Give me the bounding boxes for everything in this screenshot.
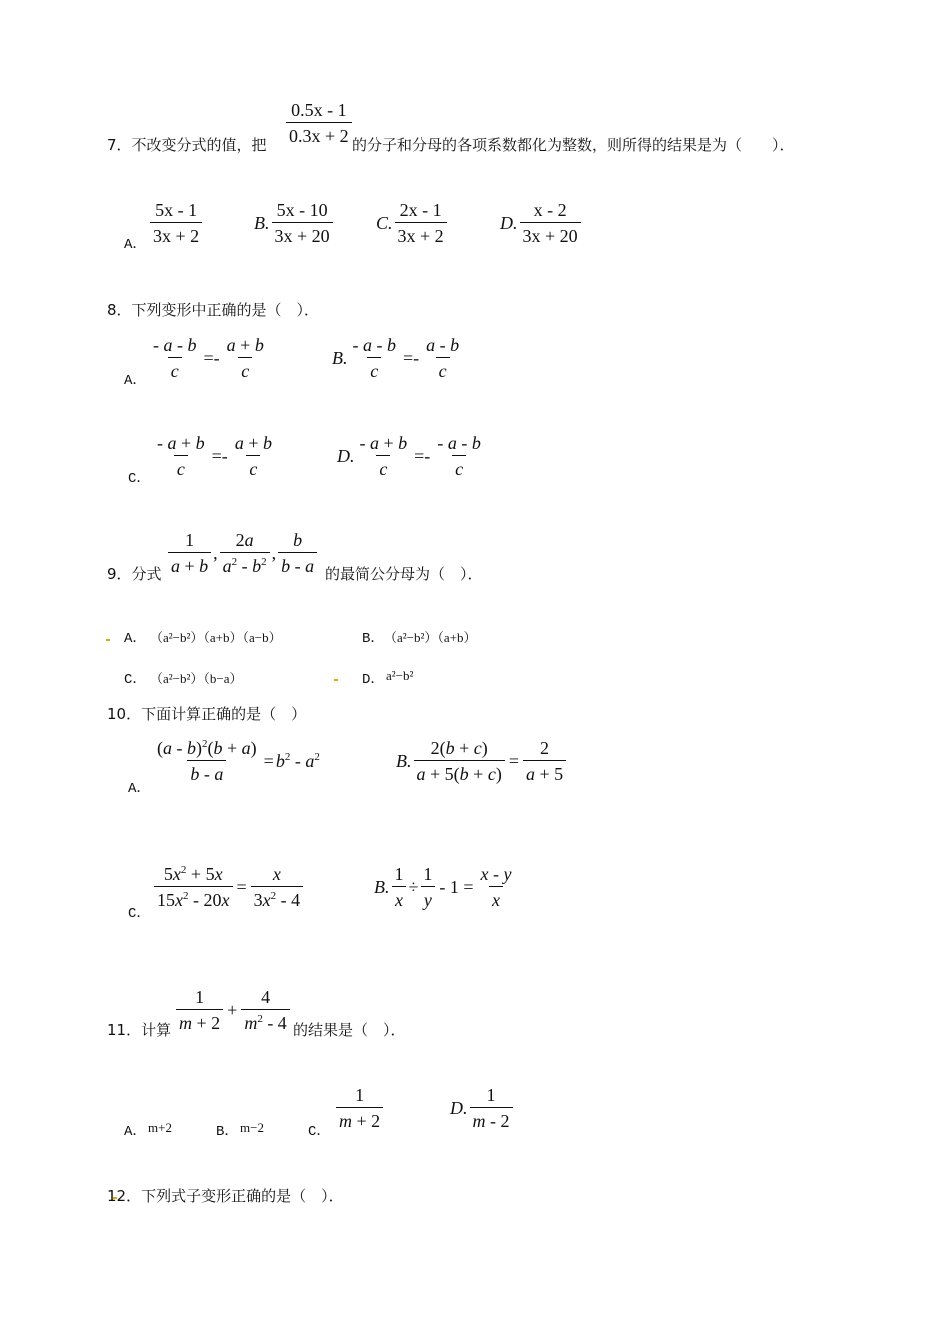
question-9 bbox=[0, 520, 950, 700]
question-12 bbox=[0, 1170, 950, 1230]
q11-stem-prefix: 11．计算 bbox=[107, 1021, 172, 1039]
q10-stem: 10．下面计算正确的是（ ） bbox=[107, 705, 307, 723]
q10-option-c: $\frac{5x^2 + 5x}{15x^2 - 20x}$ = $\frac{x}{3x^2 - 4}$ bbox=[152, 865, 305, 909]
q11-option-c: $\frac{1}{m + 2}$ bbox=[334, 1086, 385, 1130]
question-8 bbox=[0, 260, 950, 500]
q10-option-a-label: A． bbox=[128, 781, 151, 797]
q7-stem-prefix: 7．不改变分式的值，把 bbox=[107, 136, 267, 154]
q10-option-b: B. $\frac{2(b + c)}{a + 5(b + c)}$ = $\frac{2}{a + 5}$ bbox=[396, 739, 568, 783]
question-11 bbox=[0, 980, 950, 1150]
q7-option-a: $\frac{5x - 1}{3x + 2}$ bbox=[148, 201, 204, 245]
q9-stem-suffix: 的最简公分母为（ ）． bbox=[325, 565, 483, 583]
q11-option-b-label: B． bbox=[216, 1124, 239, 1140]
q7-expression: $\frac{0.5x - 1}{0.3x + 2}$ bbox=[284, 101, 354, 145]
q11-option-c-label: C． bbox=[308, 1124, 331, 1140]
q11-option-b: m−2 bbox=[240, 1120, 264, 1135]
q10-option-a: $\frac{(a - b)^2(b + a)}{b - a}$ = $b^2 - a^2$ bbox=[157, 738, 320, 784]
q8-option-d: D. $\frac{- a + b}{c}$ =- $\frac{- a - b}{c}$ bbox=[337, 433, 481, 479]
q7-option-c: C. $\frac{2x - 1}{3x + 2}$ bbox=[376, 201, 449, 245]
q8-option-a-label: A． bbox=[124, 373, 147, 389]
q9-option-b: （a²−b²）（a+b） bbox=[384, 630, 477, 645]
q9-option-a: （a²−b²）（a+b）（a−b） bbox=[150, 630, 282, 645]
q9-option-d: a²−b² bbox=[386, 668, 414, 683]
q8-option-b: B. $\frac{- a - b}{c}$ =- $\frac{a - b}{c}$ bbox=[332, 335, 460, 381]
marker-dot bbox=[106, 639, 110, 641]
q10-option-b-second: B. $\frac{1}{x}$ ÷ $\frac{1}{y}$ - 1 = $\frac{x - y}{x}$ bbox=[374, 864, 512, 910]
q7-option-b: B. $\frac{5x - 10}{3x + 20}$ bbox=[254, 201, 335, 245]
q11-option-d: D. $\frac{1}{m - 2}$ bbox=[450, 1086, 515, 1130]
q7-stem-suffix: 的分子和分母的各项系数都化为整数，则所得的结果是为（ ）． bbox=[352, 136, 795, 154]
q7-option-a-label: A． bbox=[124, 237, 147, 253]
q9-option-c-label: C． bbox=[124, 672, 147, 688]
q9-option-b-label: B． bbox=[362, 631, 385, 647]
q8-option-c-label: C． bbox=[128, 471, 151, 487]
question-10 bbox=[0, 695, 950, 945]
marker-dot bbox=[334, 679, 338, 681]
q8-option-c: $\frac{- a + b}{c}$ =- $\frac{a + b}{c}$ bbox=[157, 433, 272, 479]
q9-option-d-label: D． bbox=[362, 672, 385, 688]
q11-option-a-label: A． bbox=[124, 1124, 147, 1140]
question-7 bbox=[0, 0, 950, 260]
q11-stem-suffix: 的结果是（ ）． bbox=[293, 1021, 406, 1039]
q10-option-c-label: C． bbox=[128, 906, 151, 922]
q9-option-c: （a²−b²）（b−a） bbox=[150, 671, 243, 686]
q9-expression: $\frac{1}{a + b}$ , $\frac{2a}{a^2 - b^2}$ , $\frac{b}{b - a}$ bbox=[166, 531, 319, 575]
q9-option-a-label: A． bbox=[124, 631, 147, 647]
q11-expression: $\frac{1}{m + 2}$ + $\frac{4}{m^2 - 4}$ bbox=[174, 988, 292, 1032]
q8-option-a: $\frac{- a - b}{c}$ =- $\frac{a + b}{c}$ bbox=[153, 335, 264, 381]
q9-stem-prefix: 9．分式 bbox=[107, 565, 162, 583]
q11-option-a: m+2 bbox=[148, 1120, 172, 1135]
q12-stem: 12．下列式子变形正确的是（ ）． bbox=[107, 1187, 344, 1205]
q7-option-d: D. $\frac{x - 2}{3x + 20}$ bbox=[500, 201, 583, 245]
q8-stem: 8．下列变形中正确的是（ ）． bbox=[107, 301, 320, 319]
